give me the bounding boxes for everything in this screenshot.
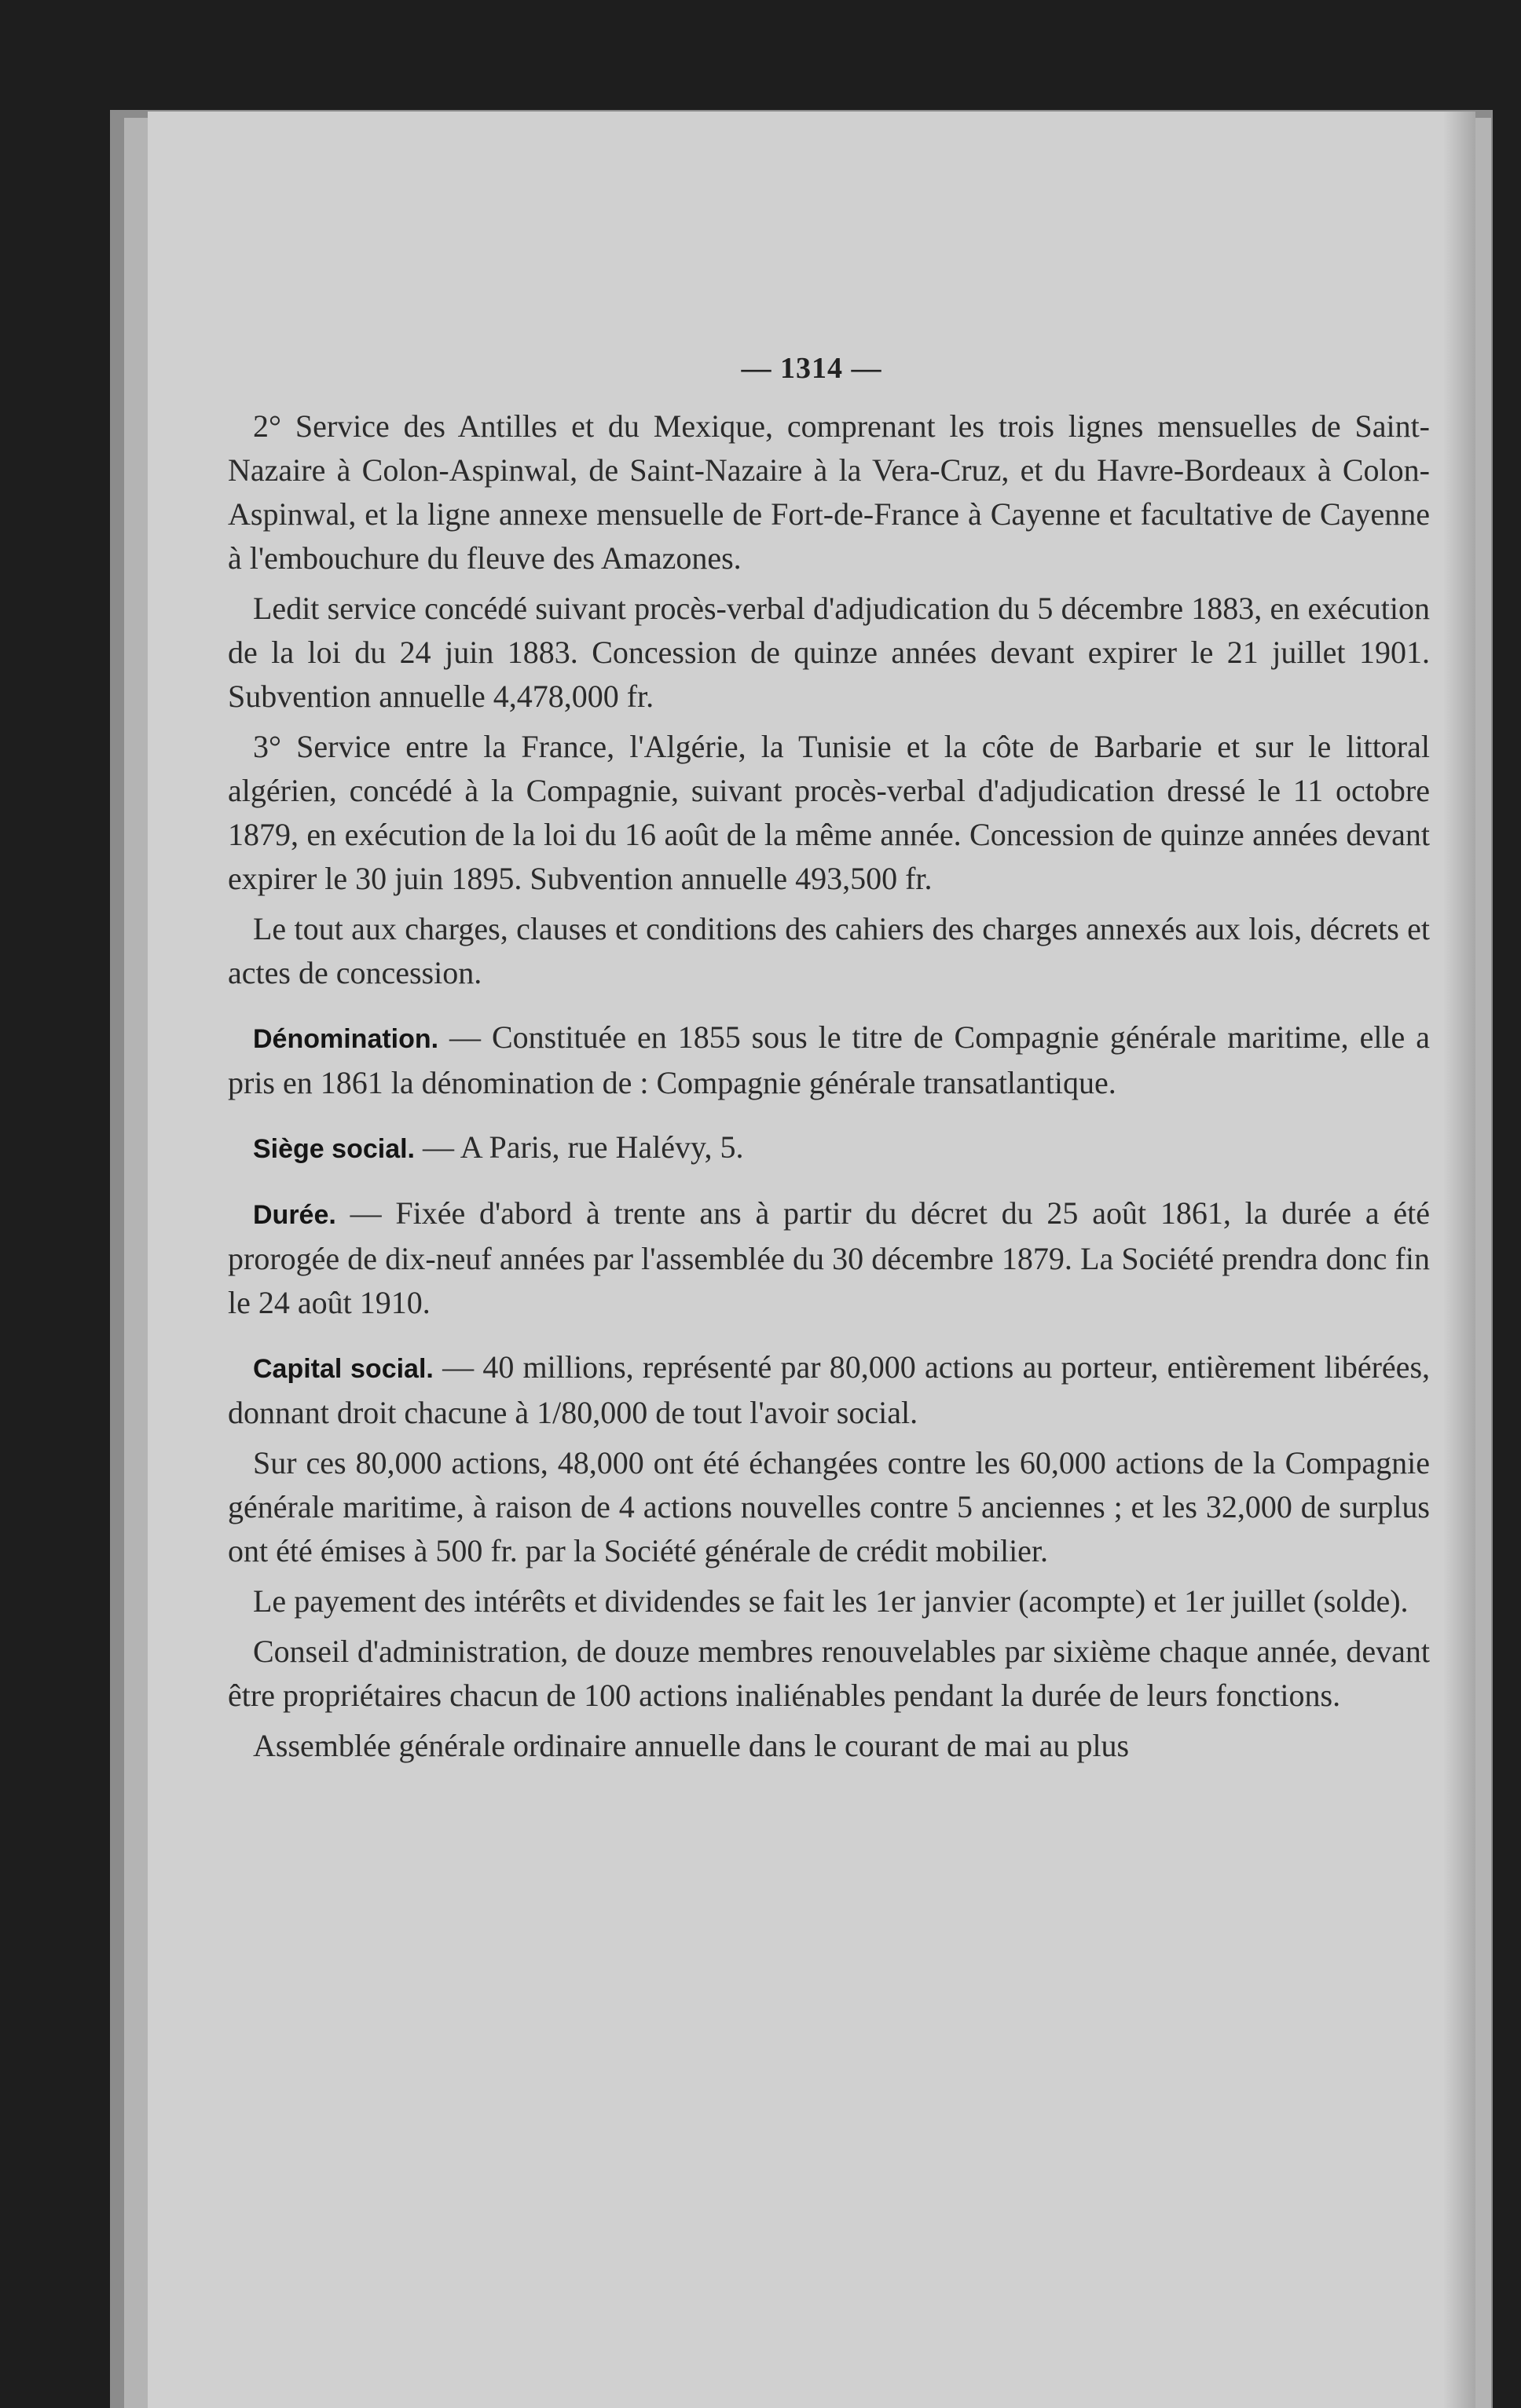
page-shadow [1444, 112, 1475, 2408]
section-text: — Constituée en 1855 sous le titre de Compagnie générale maritime, elle a pris en 1861 la dénomination de : Compagnie générale transatlantique. [228, 1019, 1430, 1100]
paragraph-ledit-service: Ledit service concédé suivant procès-verbal d'adjudication du 5 décembre 1883, en exécution de la loi du 24 juin 1883. Concession de quinze années devant expirer le 21 juillet 1901. Subvention annuelle 4,478,000 fr. [228, 591, 1430, 714]
paragraph-actions: Sur ces 80,000 actions, 48,000 ont été échangées contre les 60,000 actions de la Compagnie générale maritime, à raison de 4 actions nouvelles contre 5 anciennes ; et les 32,000 de surplus ont été émises à 500 fr. par la Société générale de crédit mobilier. [228, 1445, 1430, 1568]
paragraph-le-tout: Le tout aux charges, clauses et conditions des cahiers des charges annexés aux lois, décrets et actes de concession. [228, 911, 1430, 990]
section-text: — Fixée d'abord à trente ans à partir du décret du 25 août 1861, la durée a été prorogée de dix-neuf années par l'assemblée du 30 décembre 1879. La Société prendra donc fin le 24 août 1910. [228, 1195, 1430, 1320]
section-heading: Siège social. [253, 1134, 415, 1164]
section-siege-social [228, 1125, 1430, 1171]
page-text [228, 404, 1430, 1768]
paragraph-payement: Le payement des intérêts et dividendes se fait les 1er janvier (acompte) et 1er juillet (solde). [253, 1583, 1409, 1619]
section-heading: Dénomination. [253, 1024, 439, 1054]
section-duree [228, 1191, 1430, 1325]
paragraph-service-algerie: 3° Service entre la France, l'Algérie, la Tunisie et la côte de Barbarie et sur le littoral algérien, concédé à la Compagnie, suivant procès-verbal d'adjudication dressé le 11 octobre 1879, en exécution de la loi du 16 août de la même année. Concession de quinze années devant expirer le 30 juin 1895. Subvention annuelle 493,500 fr. [228, 729, 1430, 896]
paragraph-service-antilles: 2° Service des Antilles et du Mexique, comprenant les trois lignes mensuelles de Saint-Nazaire à Colon-Aspinwal, de Saint-Nazaire à la Vera-Cruz, et du Havre-Bordeaux à Colon-Aspinwal, et la ligne annexe mensuelle de Fort-de-France à Cayenne et facultative de Cayenne à l'embouchure du fleuve des Amazones. [228, 408, 1430, 576]
section-text: — 40 millions, représenté par 80,000 actions au porteur, entièrement libérées, donnant droit chacune à 1/80,000 de tout l'avoir social. [228, 1349, 1431, 1430]
section-text: — A Paris, rue Halévy, 5. [415, 1129, 744, 1165]
page-number: — 1314 — [741, 352, 882, 385]
section-heading: Capital social. [253, 1354, 434, 1384]
paragraph-assemblee: Assemblée générale ordinaire annuelle dans le courant de mai au plus [253, 1728, 1130, 1763]
paragraph-conseil: Conseil d'administration, de douze membres renouvelables par sixième chaque année, devant être propriétaires chacun de 100 actions inaliénables pendant la durée de leurs fonctions. [228, 1634, 1430, 1713]
section-heading: Durée. [253, 1200, 336, 1230]
section-denomination [228, 1016, 1430, 1105]
section-capital-social [228, 1345, 1430, 1435]
